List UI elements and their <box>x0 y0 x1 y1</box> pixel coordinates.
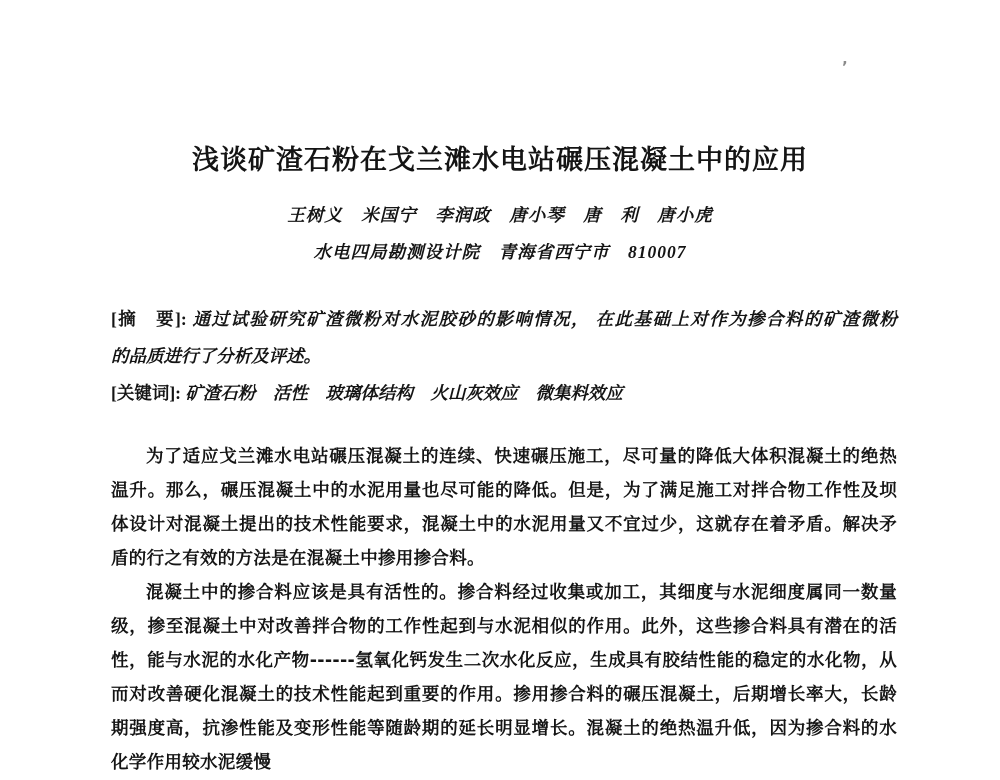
body-line: 盾的行之有效的方法是在混凝土中掺用掺合料。 <box>111 549 485 569</box>
authors-line: 王树义 米国宁 李润政 唐小琴 唐 利 唐小虎 <box>287 205 713 225</box>
paragraph-2 <box>111 576 897 780</box>
abstract-text-1: 通过试验研究矿渣微粉对水泥胶砂的影响情况， 在此基础上对作为掺合料的矿渣微粉 <box>192 309 898 329</box>
affiliation-line: 水电四局勘测设计院 青海省西宁市 810007 <box>313 242 687 262</box>
body-line: 而对改善硬化混凝土的技术性能起到重要的作用。掺用掺合料的碾压混凝土，后期增长率大，长龄 <box>111 685 897 705</box>
body-line: 混凝土中的掺合料应该是具有活性的。掺合料经过收集或加工，其细度与水泥细度属同一数量 <box>146 583 897 603</box>
page-title: 浅谈矿渣石粉在戈兰滩水电站碾压混凝土中的应用 <box>192 145 808 177</box>
body-line: 体设计对混凝土提出的技术性能要求，混凝土中的水泥用量又不宜过少，这就存在着矛盾。解决矛 <box>111 515 897 535</box>
abstract-label: [摘 要]: <box>111 309 187 329</box>
body-line: 级，掺至混凝土中对改善拌合物的工作性起到与水泥相似的作用。此外，这些掺合料具有潜在的活 <box>111 617 897 637</box>
abstract-section <box>111 301 897 412</box>
body-line: 为了适应戈兰滩水电站碾压混凝土的连续、快速碾压施工，尽可量的降低大体积混凝土的绝热 <box>146 447 897 467</box>
body-line-clipped: 化学作用较水泥缓慢 <box>111 753 272 773</box>
body-line: 温升。那么，碾压混凝土中的水泥用量也尽可能的降低。但是，为了满足施工对拌合物工作性及坝 <box>111 481 897 501</box>
keywords-text: 矿渣石粉 活性 玻璃体结构 火山灰效应 微集料效应 <box>185 383 623 403</box>
keywords-label: [关键词]: <box>111 383 181 403</box>
body-text <box>111 440 897 780</box>
abstract-text-2: 的品质进行了分析及评述。 <box>111 346 321 366</box>
keywords-line <box>111 375 897 412</box>
abstract-line-1 <box>111 301 897 338</box>
abstract-line-2 <box>111 338 897 375</box>
body-line: 性，能与水泥的水化产物------氢氧化钙发生二次水化反应，生成具有胶结性能的稳定的水化物，从 <box>111 651 897 671</box>
body-line: 期强度高，抗渗性能及变形性能等随龄期的延长明显增长。混凝土的绝热温升低，因为掺合料的水 <box>111 719 897 739</box>
paragraph-1 <box>111 440 897 576</box>
scan-artifact-mark: ’ <box>842 58 848 76</box>
